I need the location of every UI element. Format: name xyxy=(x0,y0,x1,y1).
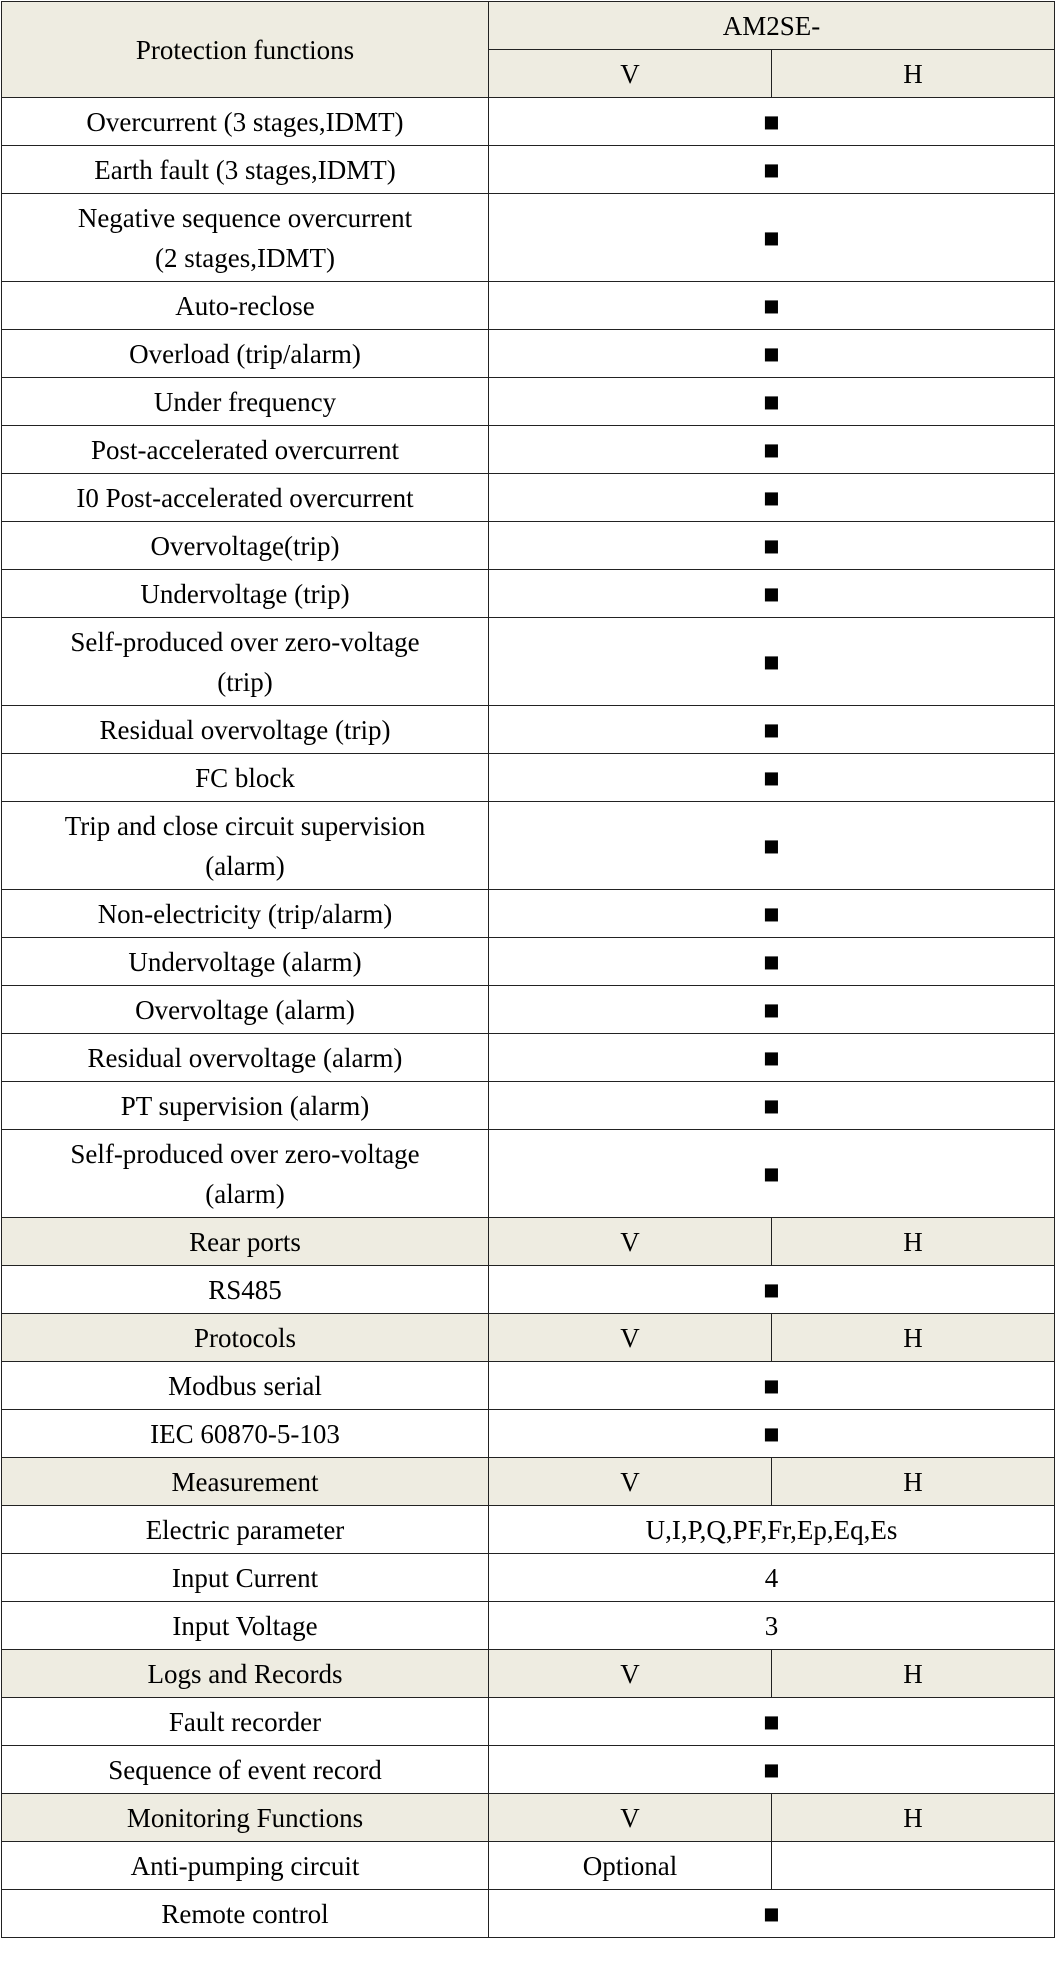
function-mark: ■ xyxy=(489,1890,1055,1938)
function-name: Non-electricity (trip/alarm) xyxy=(2,890,489,938)
table-row xyxy=(2,194,1055,282)
function-mark: ■ xyxy=(489,330,1055,378)
function-name: Sequence of event record xyxy=(2,1746,489,1794)
table-row xyxy=(2,330,1055,378)
function-table xyxy=(1,1,1055,1938)
function-mark: ■ xyxy=(489,1034,1055,1082)
function-name: FC block xyxy=(2,754,489,802)
section-col-h: H xyxy=(772,1458,1055,1506)
section-header-rear-ports xyxy=(2,1218,1055,1266)
function-mark: ■ xyxy=(489,570,1055,618)
function-value: 4 xyxy=(489,1554,1055,1602)
function-mark: ■ xyxy=(489,802,1055,890)
table-row xyxy=(2,1746,1055,1794)
function-mark: ■ xyxy=(489,98,1055,146)
function-name: Trip and close circuit supervision (alarm) xyxy=(2,802,489,890)
table-row xyxy=(2,938,1055,986)
function-name: I0 Post-accelerated overcurrent xyxy=(2,474,489,522)
function-name: Fault recorder xyxy=(2,1698,489,1746)
function-mark: ■ xyxy=(489,1698,1055,1746)
function-name: Undervoltage (trip) xyxy=(2,570,489,618)
function-mark: ■ xyxy=(489,426,1055,474)
function-name: Anti-pumping circuit xyxy=(2,1842,489,1890)
section-col-v: V xyxy=(489,1794,772,1842)
table-row xyxy=(2,1506,1055,1554)
function-mark: ■ xyxy=(489,1082,1055,1130)
table-row xyxy=(2,570,1055,618)
function-value: 3 xyxy=(489,1602,1055,1650)
function-name: Input Voltage xyxy=(2,1602,489,1650)
function-name: RS485 xyxy=(2,1266,489,1314)
function-mark: ■ xyxy=(489,474,1055,522)
function-value: U,I,P,Q,PF,Fr,Ep,Eq,Es xyxy=(489,1506,1055,1554)
table-row xyxy=(2,1890,1055,1938)
function-mark: ■ xyxy=(489,1362,1055,1410)
table-row xyxy=(2,1034,1055,1082)
function-value-h xyxy=(772,1842,1055,1890)
section-title: Measurement xyxy=(2,1458,489,1506)
function-mark: ■ xyxy=(489,522,1055,570)
table-row xyxy=(2,474,1055,522)
function-mark: ■ xyxy=(489,1410,1055,1458)
function-name: Undervoltage (alarm) xyxy=(2,938,489,986)
function-name: Self-produced over zero-voltage (trip) xyxy=(2,618,489,706)
function-name: Electric parameter xyxy=(2,1506,489,1554)
function-mark: ■ xyxy=(489,1266,1055,1314)
function-name: Overvoltage(trip) xyxy=(2,522,489,570)
section-col-h: H xyxy=(772,1218,1055,1266)
section-title: Rear ports xyxy=(2,1218,489,1266)
section-col-v: V xyxy=(489,1218,772,1266)
table-row xyxy=(2,802,1055,890)
section-header-logs xyxy=(2,1650,1055,1698)
header-title: Protection functions xyxy=(2,2,489,98)
table-row xyxy=(2,1554,1055,1602)
function-mark: ■ xyxy=(489,890,1055,938)
table-row xyxy=(2,1410,1055,1458)
section-col-v: V xyxy=(489,1650,772,1698)
function-name: Remote control xyxy=(2,1890,489,1938)
section-header-monitoring xyxy=(2,1794,1055,1842)
table-row xyxy=(2,706,1055,754)
section-col-h: H xyxy=(772,1650,1055,1698)
function-mark: ■ xyxy=(489,1746,1055,1794)
function-mark: ■ xyxy=(489,986,1055,1034)
header-col-h: H xyxy=(772,50,1055,98)
section-header-protocols xyxy=(2,1314,1055,1362)
function-name: PT supervision (alarm) xyxy=(2,1082,489,1130)
table-header-row xyxy=(2,2,1055,50)
table-row xyxy=(2,1698,1055,1746)
table-row xyxy=(2,1130,1055,1218)
function-mark: ■ xyxy=(489,754,1055,802)
table-row xyxy=(2,378,1055,426)
function-name: Auto-reclose xyxy=(2,282,489,330)
section-header-measurement xyxy=(2,1458,1055,1506)
function-mark: ■ xyxy=(489,706,1055,754)
function-mark: ■ xyxy=(489,618,1055,706)
function-name: Residual overvoltage (trip) xyxy=(2,706,489,754)
table-row xyxy=(2,426,1055,474)
function-mark: ■ xyxy=(489,378,1055,426)
table-row xyxy=(2,282,1055,330)
function-name: Under frequency xyxy=(2,378,489,426)
header-model: AM2SE- xyxy=(489,2,1055,50)
table-row xyxy=(2,1362,1055,1410)
function-name: Overload (trip/alarm) xyxy=(2,330,489,378)
function-mark: ■ xyxy=(489,1130,1055,1218)
function-name: Residual overvoltage (alarm) xyxy=(2,1034,489,1082)
table-row xyxy=(2,754,1055,802)
section-title: Logs and Records xyxy=(2,1650,489,1698)
function-mark: ■ xyxy=(489,938,1055,986)
function-name: Input Current xyxy=(2,1554,489,1602)
section-col-v: V xyxy=(489,1314,772,1362)
function-mark: ■ xyxy=(489,146,1055,194)
function-name: Earth fault (3 stages,IDMT) xyxy=(2,146,489,194)
function-name: Self-produced over zero-voltage (alarm) xyxy=(2,1130,489,1218)
section-col-v: V xyxy=(489,1458,772,1506)
function-mark: ■ xyxy=(489,282,1055,330)
section-title: Monitoring Functions xyxy=(2,1794,489,1842)
table-row xyxy=(2,98,1055,146)
table-row xyxy=(2,618,1055,706)
header-col-v: V xyxy=(489,50,772,98)
function-mark: ■ xyxy=(489,194,1055,282)
table-row xyxy=(2,146,1055,194)
table-row xyxy=(2,1602,1055,1650)
section-col-h: H xyxy=(772,1314,1055,1362)
table-row xyxy=(2,986,1055,1034)
function-value-v: Optional xyxy=(489,1842,772,1890)
section-col-h: H xyxy=(772,1794,1055,1842)
section-title: Protocols xyxy=(2,1314,489,1362)
table-row xyxy=(2,1082,1055,1130)
function-name: Modbus serial xyxy=(2,1362,489,1410)
table-row xyxy=(2,522,1055,570)
function-name: Negative sequence overcurrent (2 stages,IDMT) xyxy=(2,194,489,282)
table-row xyxy=(2,890,1055,938)
table-row xyxy=(2,1266,1055,1314)
function-name: Overcurrent (3 stages,IDMT) xyxy=(2,98,489,146)
table-row xyxy=(2,1842,1055,1890)
function-name: Overvoltage (alarm) xyxy=(2,986,489,1034)
function-name: Post-accelerated overcurrent xyxy=(2,426,489,474)
function-name: IEC 60870-5-103 xyxy=(2,1410,489,1458)
